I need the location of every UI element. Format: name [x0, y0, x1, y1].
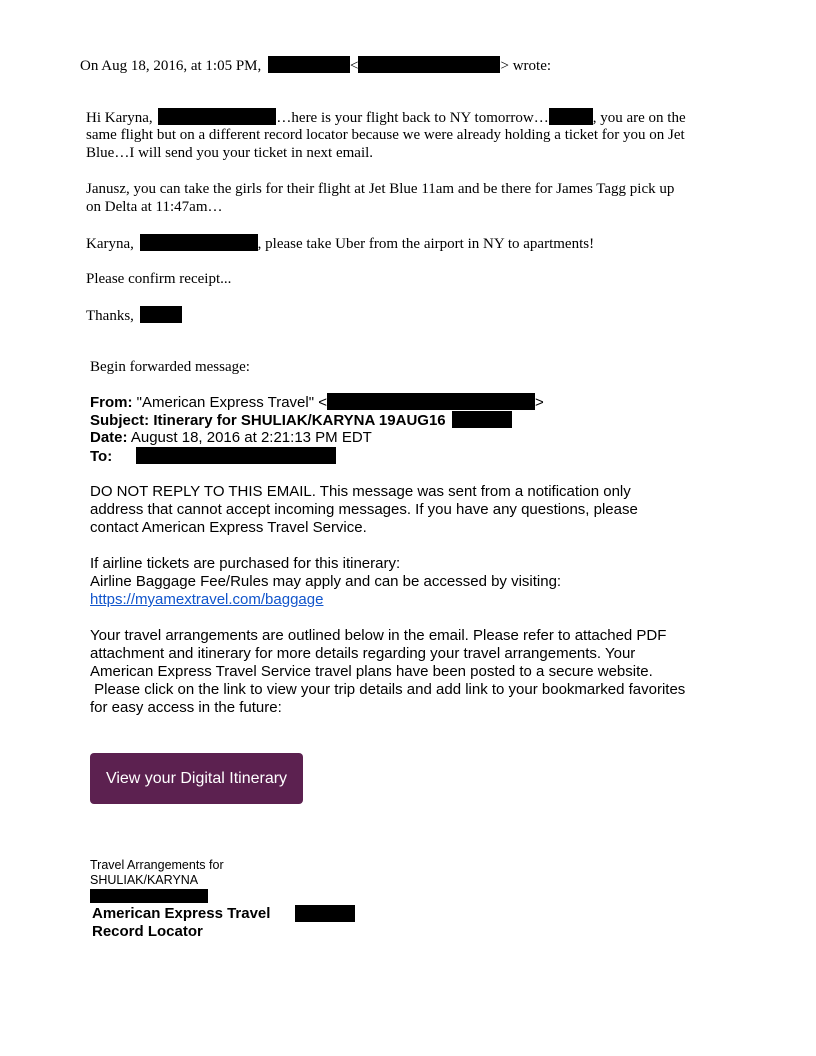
traveler-name: SHULIAK/KARYNA	[90, 873, 199, 887]
message-line: same flight but on a different record locator because we were already holding a ticket for you on Jet	[86, 127, 685, 143]
message-line: Blue…I will send you your ticket in next email.	[86, 145, 374, 161]
redacted-name	[158, 108, 276, 125]
redacted-sender-name	[268, 56, 350, 73]
arrangements-line: Please click on the link to view your trip details and add link to your bookmarked favorites	[90, 681, 686, 698]
redacted-signature	[140, 306, 182, 323]
baggage-line: If airline tickets are purchased for this itinerary:	[90, 555, 401, 572]
redacted-name	[549, 108, 593, 125]
view-digital-itinerary-button[interactable]: View your Digital Itinerary	[90, 753, 303, 804]
forwarded-to: To:	[90, 447, 336, 466]
arrangements-line: for easy access in the future:	[90, 699, 282, 716]
redacted-to-email	[136, 447, 336, 464]
notice-line: DO NOT REPLY TO THIS EMAIL. This message was sent from a notification only	[90, 483, 631, 500]
message-line: Please confirm receipt...	[86, 271, 232, 287]
notice-line: address that cannot accept incoming messages. If you have any questions, please	[90, 501, 638, 518]
arrangements-line: Your travel arrangements are outlined below in the email. Please refer to attached PDF	[90, 627, 667, 644]
baggage-link[interactable]: https://myamextravel.com/baggage	[90, 591, 324, 608]
record-locator-label: American Express Travel	[92, 905, 271, 922]
arrangements-line: American Express Travel Service travel plans have been posted to a secure website.	[90, 663, 653, 680]
sign-off: Thanks,	[86, 306, 182, 325]
baggage-line: Airline Baggage Fee/Rules may apply and can be accessed by visiting:	[90, 573, 562, 590]
redacted-sender-email	[358, 56, 500, 73]
message-line: Hi Karyna, …here is your flight back to NY tomorrow… , you are on the	[86, 110, 686, 126]
redacted-from-email	[327, 393, 535, 410]
record-locator-label: Record Locator	[92, 923, 203, 940]
travel-arrangements-label: Travel Arrangements for	[90, 858, 224, 872]
notice-line: contact American Express Travel Service.	[90, 519, 367, 536]
redacted-name	[140, 234, 258, 251]
forwarded-from: From: "American Express Travel" < >	[90, 394, 544, 411]
redacted-subject-code	[452, 411, 512, 428]
forwarded-intro: Begin forwarded message:	[90, 359, 250, 375]
forwarded-subject: Subject: Itinerary for SHULIAK/KARYNA 19AUG16	[90, 411, 512, 430]
forwarded-date: Date: August 18, 2016 at 2:21:13 PM EDT	[90, 429, 372, 446]
message-line: on Delta at 11:47am…	[86, 199, 223, 215]
email-header: On Aug 18, 2016, at 1:05 PM, < > wrote:	[80, 58, 552, 74]
message-line: Karyna, , please take Uber from the airport in NY to apartments!	[86, 236, 595, 252]
redacted-traveler-detail	[90, 889, 208, 903]
message-line: Janusz, you can take the girls for their flight at Jet Blue 11am and be there for James Tagg pick up	[86, 181, 675, 197]
redacted-record-locator	[295, 905, 355, 922]
arrangements-line: attachment and itinerary for more details regarding your travel arrangements. Your	[90, 645, 636, 662]
